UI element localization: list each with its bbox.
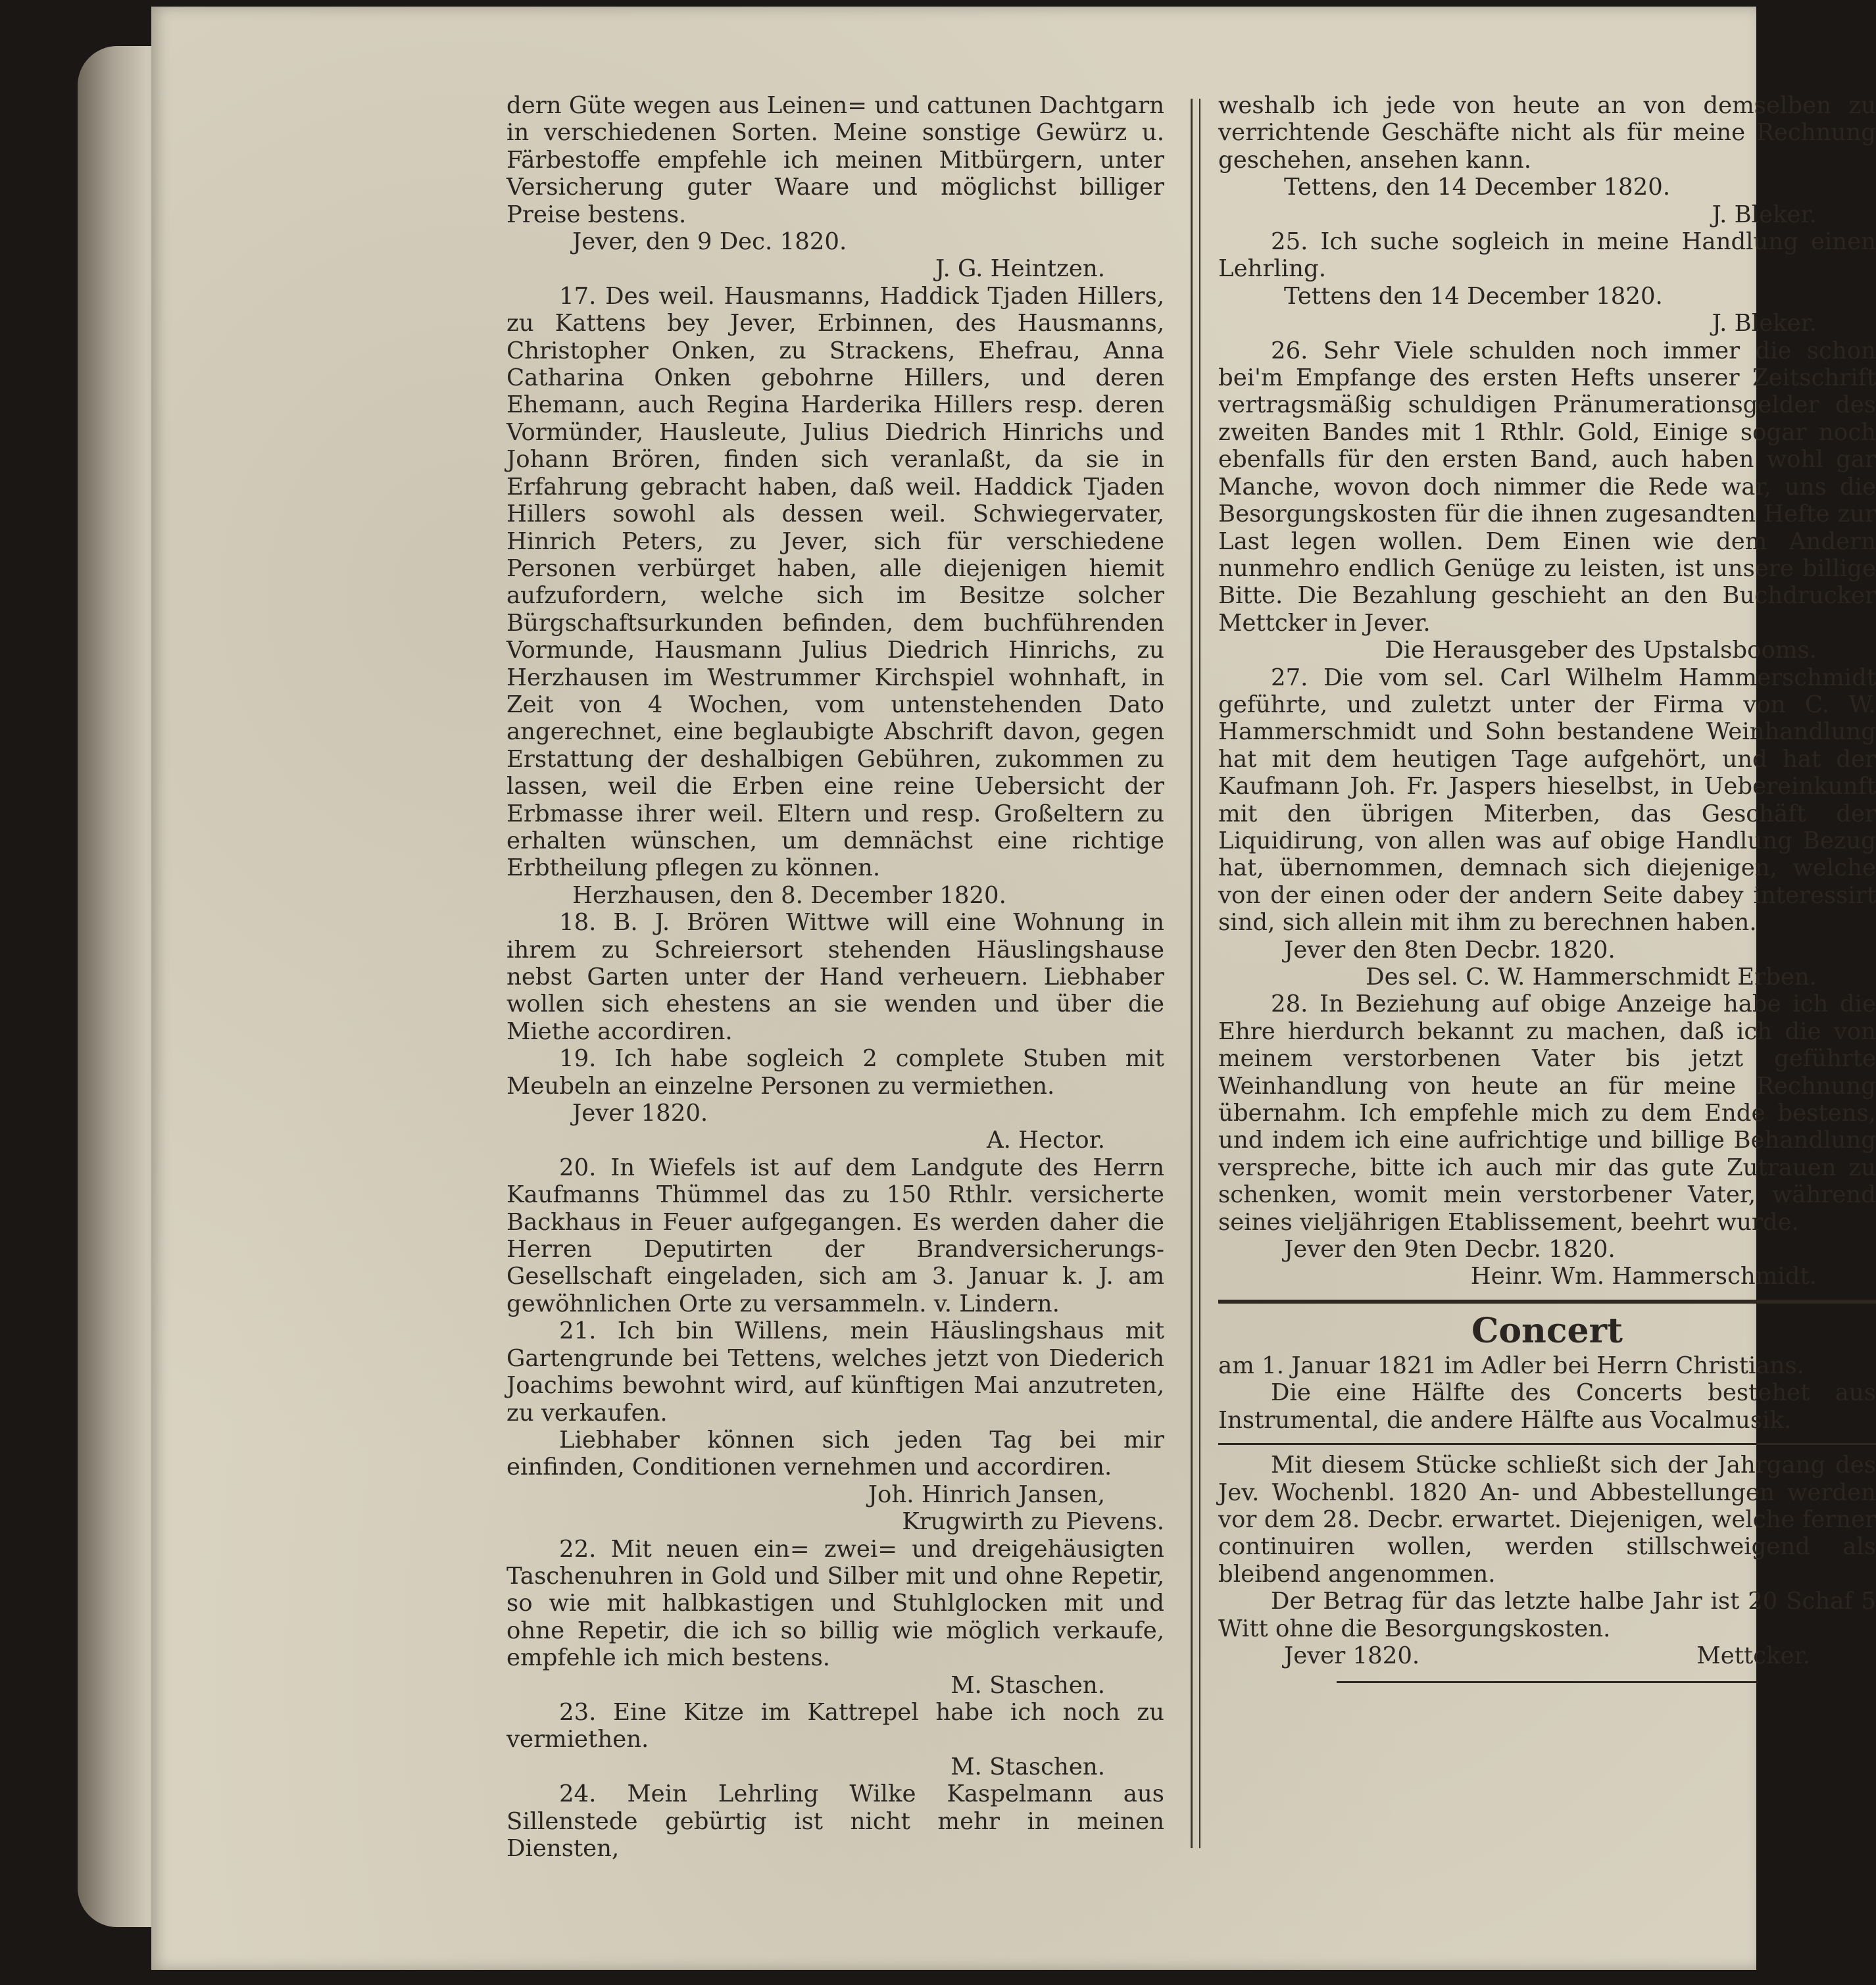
signature: Die Herausgeber des Upstalsbooms.	[1385, 637, 1817, 664]
notice-paragraph: weshalb ich jede von heute an von demselben zu verrichtende Geschäfte nicht als für meine Rechnung geschehen, ansehen kann.	[1218, 92, 1876, 174]
left-column	[506, 92, 1164, 1862]
column-divider	[1191, 99, 1200, 1848]
dateline: Herzhausen, den 8. December 1820.	[572, 881, 1006, 909]
signature: J. G. Heintzen.	[935, 255, 1105, 283]
closing-price: Der Betrag für das letzte halbe Jahr ist 20 Schaf 5 Witt ohne die Besorgungskosten.	[1218, 1588, 1876, 1642]
dateline: Tettens den 14 December 1820.	[1284, 282, 1663, 310]
signature: J. Bleker.	[1712, 201, 1817, 228]
notice-paragraph: 24. Mein Lehrling Wilke Kaspelmann aus Sillenstede gebürtig ist nicht mehr in meinen Diensten,	[506, 1780, 1164, 1862]
signature: M. Staschen.	[950, 1753, 1105, 1780]
notice-paragraph: 27. Die vom sel. Carl Wilhelm Hammerschmidt geführte, und zuletzt unter der Firma von C. W. Hammerschmidt und Sohn bestandene Weinhandlung hat mit dem heutigen Tage aufgehört, und hat der Kaufmann Joh. Fr. Jaspers hieselbst, in Uebereinkunft mit den übrigen Miterben, das Geschäft der Liquidirung, von allen was auf obige Handlung Bezug hat, übernommen, demnach sich diejenigen, welche von der einen oder der andern Seite dabey interessirt sind, sich allein mit ihm zu berechnen haben.	[1218, 664, 1876, 937]
dateline: Jever den 9ten Decbr. 1820.	[1284, 1236, 1616, 1263]
notice-paragraph: 26. Sehr Viele schulden noch immer die schon bei'm Empfange des ersten Hefts unserer Zeitschrift vertragsmäßig schuldigen Pränumerationsgelder des zweiten Bandes mit 1 Rthlr. Gold, Einige sogar noch ebenfalls für den ersten Band, auch haben wohl gar Manche, wovon doch nimmer die Rede war, uns die Besorgungskosten für die ihnen zugesandten Hefte zur Last legen wollen. Dem Einen wie dem Andern nunmehro endlich Genüge zu leisten, ist unsere billige Bitte. Die Bezahlung geschieht an den Buchdrucker Mettcker in Jever.	[1218, 337, 1876, 637]
notice-paragraph: dern Güte wegen aus Leinen= und cattunen Dachtgarn in verschiedenen Sorten. Meine sonstige Gewürz u. Färbestoffe empfehle ich meinen Mitbürgern, unter Versicherung guter Waare und möglichst billiger Preise bestens.	[506, 92, 1164, 228]
dateline: Tettens, den 14 December 1820.	[1284, 174, 1671, 201]
end-rule	[1337, 1681, 1758, 1683]
concert-heading: Concert	[1471, 1310, 1623, 1351]
signature: A. Hector.	[986, 1127, 1105, 1154]
dateline: Jever den 8ten Decbr. 1820.	[1284, 936, 1616, 964]
signature: Joh. Hinrich Jansen,	[868, 1481, 1105, 1508]
notice-paragraph: 28. In Beziehung auf obige Anzeige habe ich die Ehre hierdurch bekannt zu machen, daß ich die von meinem verstorbenen Vater bis jetzt geführte Weinhandlung von heute an für meine Rechnung übernahm. Ich empfehle mich zu dem Ende bestens, und indem ich eine aufrichtige und billige Behandlung verspreche, bitte ich auch mir das gute Zutrauen zu schenken, womit mein verstorbener Vater, während seines vieljährigen Etablissement, beehrt wurde.	[1218, 991, 1876, 1236]
concert-description: Die eine Hälfte des Concerts bestehet aus Instrumental, die andere Hälfte aus Vocalmusik.	[1218, 1379, 1876, 1434]
section-rule	[1218, 1300, 1876, 1304]
signature: Heinr. Wm. Hammerschmidt.	[1470, 1263, 1817, 1290]
notice-paragraph: 23. Eine Kitze im Kattrepel habe ich noch zu vermiethen.	[506, 1698, 1164, 1753]
notice-paragraph: 17. Des weil. Hausmanns, Haddick Tjaden Hillers, zu Kattens bey Jever, Erbinnen, des Hausmanns, Christopher Onken, zu Strackens, Ehefrau, Anna Catharina Onken gebohrne Hillers, und deren Ehemann, auch Regina Harderika Hillers resp. deren Vormünder, Hausleute, Julius Diedrich Hinrichs und Johann Brören, finden sich veranlaßt, da sie in Erfahrung gebracht haben, daß weil. Haddick Tjaden Hillers sowohl als dessen weil. Schwiegervater, Hinrich Peters, zu Jever, sich für verschiedene Personen verbürget haben, alle diejenigen hiemit aufzufordern, welche sich im Besitze solcher Bürgschaftsurkunden befinden, dem buchführenden Vormunde, Hausmann Julius Diedrich Hinrichs, zu Herzhausen im Westrummer Kirchspiel wohnhaft, in Zeit von 4 Wochen, vom untenstehenden Dato angerechnet, eine beglaubigte Abschrift davon, gegen Erstattung der deshalbigen Gebühren, zukommen zu lassen, weil die Erben eine reine Uebersicht der Erbmasse ihrer weil. Eltern und resp. Großeltern zu erhalten wünschen, um demnächst eine richtige Erbtheilung pflegen zu können.	[506, 282, 1164, 882]
dateline: Jever, den 9 Dec. 1820.	[572, 228, 847, 256]
dateline: Jever 1820.	[572, 1100, 708, 1127]
signature: Des sel. C. W. Hammerschmidt Erben.	[1366, 964, 1817, 991]
notice-paragraph: 22. Mit neuen ein= zwei= und dreigehäusigten Taschenuhren in Gold und Silber mit und ohne Repetir, so wie mit halbkastigen und Stuhlglocken mit und ohne Repetir, die ich so billig wie möglich verkaufe, empfehle ich mich bestens.	[506, 1535, 1164, 1672]
concert-line: am 1. Januar 1821 im Adler bei Herrn Christians.	[1218, 1352, 1804, 1379]
notice-paragraph: 21. Ich bin Willens, mein Häuslingshaus mit Gartengrunde bei Tettens, welches jetzt von Diederich Joachims bewohnt wird, auf künftigen Mai anzutreten, zu verkaufen.	[506, 1317, 1164, 1427]
notice-paragraph: 25. Ich suche sogleich in meine Handlung einen Lehrling.	[1218, 228, 1876, 283]
printer-name: Mettcker.	[1696, 1642, 1810, 1669]
notice-paragraph: 19. Ich habe sogleich 2 complete Stuben mit Meubeln an einzelne Personen zu vermiethen.	[506, 1045, 1164, 1100]
notice-paragraph: 20. In Wiefels ist auf dem Landgute des Herrn Kaufmanns Thümmel das zu 150 Rthlr. versicherte Backhaus in Feuer aufgegangen. Es werden daher die Herren Deputirten der Brandversicherungs-Gesellschaft eingeladen, sich am 3. Januar k. J. am gewöhnlichen Orte zu versammeln. v. Lindern.	[506, 1154, 1164, 1317]
closing-signature	[1218, 1642, 1876, 1669]
signature: M. Staschen.	[950, 1671, 1105, 1699]
section-rule	[1218, 1443, 1876, 1445]
right-column	[1218, 92, 1876, 1683]
closing-notice: Mit diesem Stücke schließt sich der Jahrgang des Jev. Wochenbl. 1820 An- und Abbestellungen werden vor dem 28. Decbr. erwartet. Diejenigen, welche ferner continuiren wollen, werden stillschweigend als bleibend angenommen.	[1218, 1452, 1876, 1588]
signature: J. Bleker.	[1712, 310, 1817, 337]
notice-paragraph: Liebhaber können sich jeden Tag bei mir einfinden, Conditionen vernehmen und accordiren.	[506, 1426, 1164, 1481]
place-year: Jever 1820.	[1284, 1642, 1420, 1669]
notice-paragraph: 18. B. J. Brören Wittwe will eine Wohnung in ihrem zu Schreiersort stehenden Häuslingshause nebst Garten unter der Hand verheuern. Liebhaber wollen sich ehestens an sie wenden und über die Miethe accordiren.	[506, 909, 1164, 1045]
newspaper-page	[151, 7, 1876, 1970]
signature: Krugwirth zu Pievens.	[902, 1508, 1164, 1536]
